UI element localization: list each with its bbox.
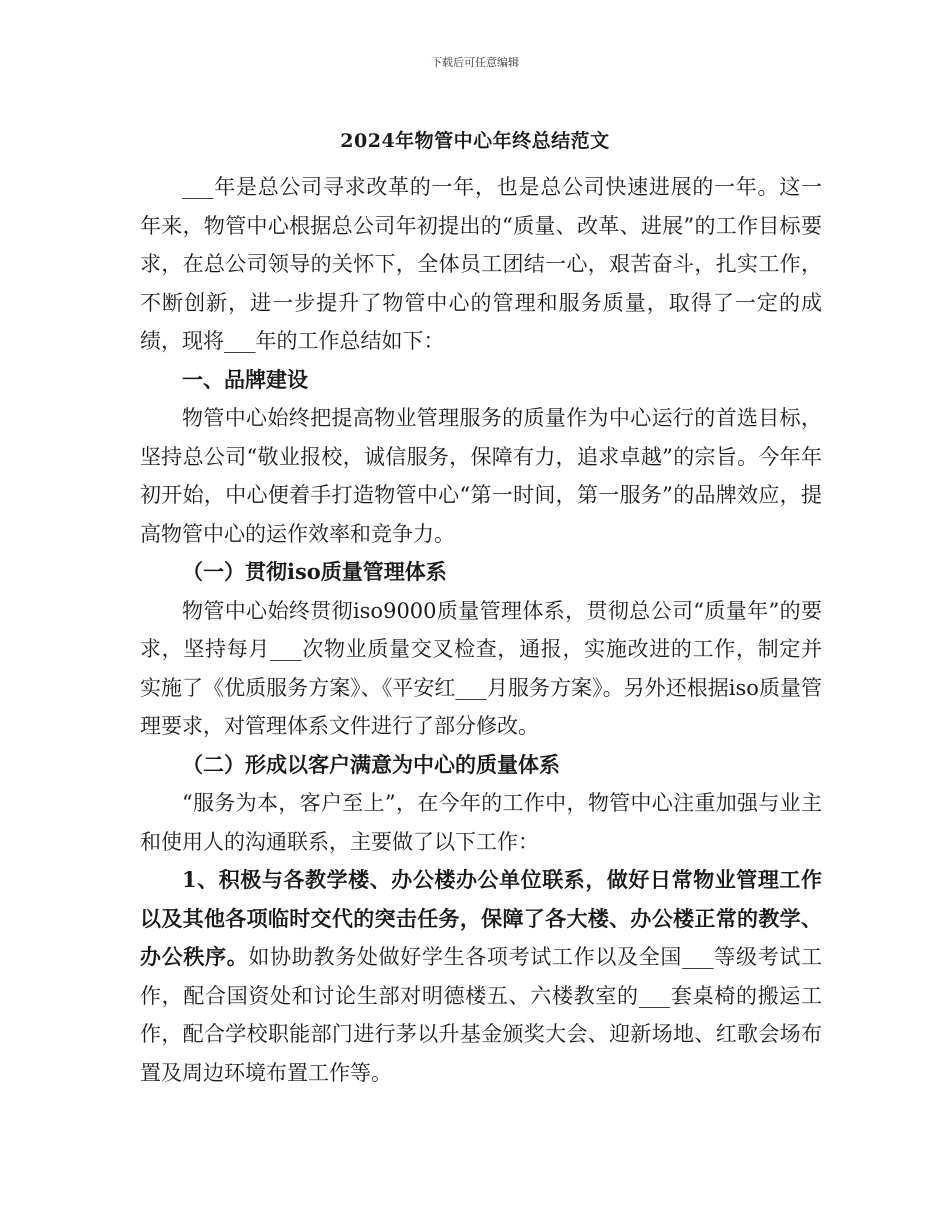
iso-paragraph: 物管中心始终贯彻iso9000质量管理体系，贯彻总公司“质量年”的要求，坚持每月___次物业质量交叉检查，通报，实施改进的工作，制定并实施了《优质服务方案》、《平安红___月服务方案》。另外还根据iso质量管理要求，对管理体系文件进行了部分修改。 [140, 598, 822, 738]
item-1-paragraph [140, 861, 822, 1092]
subsection-heading-iso: （一）贯彻iso质量管理体系 [182, 559, 447, 584]
subsection-heading-customer: （二）形成以客户满意为中心的质量体系 [182, 751, 560, 777]
intro-paragraph: ___年是总公司寻求改革的一年，也是总公司快速进展的一年。这一年来，物管中心根据总公司年初提出的“质量、改革、进展”的工作目标要求，在总公司领导的关怀下，全体员工团结一心，艰苦奋斗，扎实工作，不断创新，进一步提升了物管中心的管理和服务质量，取得了一定的成绩，现将___年的工作总结如下： [140, 175, 822, 353]
document-body [140, 168, 822, 1092]
customer-paragraph: “服务为本，客户至上”，在今年的工作中，物管中心注重加强与业主和使用人的沟通联系，主要做了以下工作： [140, 791, 822, 854]
page-header: 下载后可任意编辑 [431, 56, 519, 69]
document-title: 2024年物管中心年终总结范文 [340, 130, 610, 152]
brand-paragraph: 物管中心始终把提高物业管理服务的质量作为中心运行的首选目标，坚持总公司“敬业报校，诚信服务，保障有力，追求卓越”的宗旨。今年年初开始，中心便着手打造物管中心“第一时间，第一服务”的品牌效应，提高物管中心的运作效率和竞争力。 [140, 406, 822, 546]
item-1-text: 如协助教务处做好学生各项考试工作以及全国___等级考试工作，配合国资处和讨论生部对明德楼五、六楼教室的___套桌椅的搬运工作，配合学校职能部门进行茅以升基金颁奖大会、迎新场地、红歌会场布置及周边环境布置工作等。 [140, 945, 823, 1085]
section-heading-brand: 一、品牌建设 [182, 366, 308, 392]
item-1-bold-text: 1、积极与各教学楼、办公楼办公单位联系，做好日常物业管理工作以及其他各项临时交代的突击任务，保障了各大楼、办公楼正常的教学、办公秩序。 [140, 867, 822, 969]
